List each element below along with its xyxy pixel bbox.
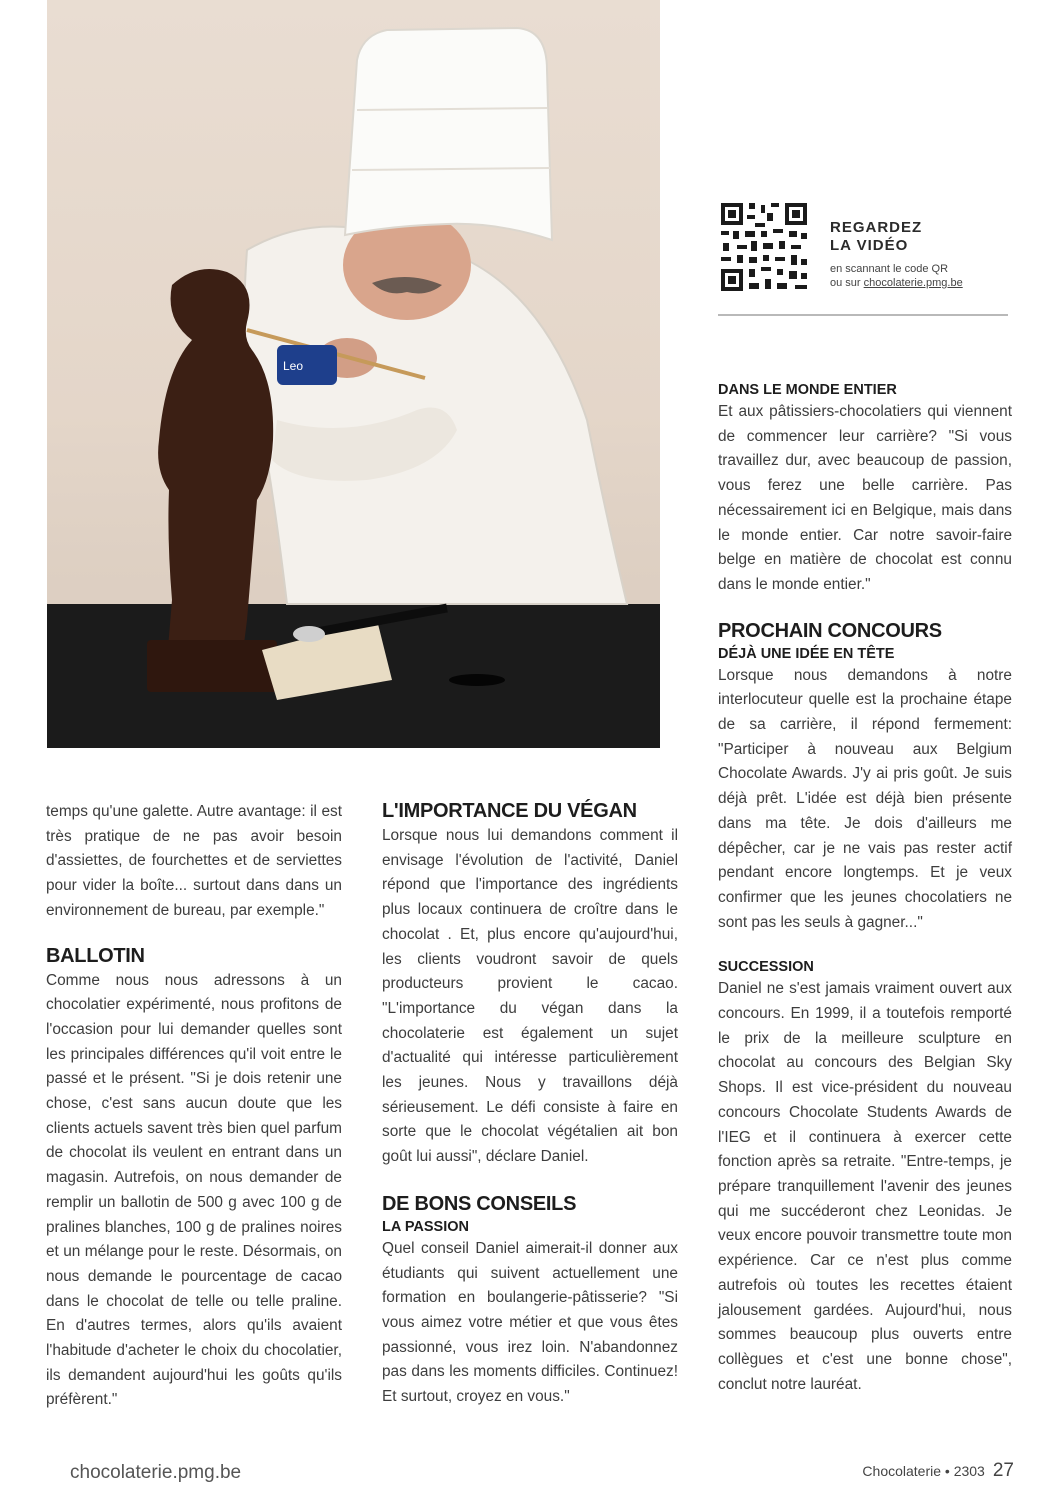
divider-rule — [718, 314, 1008, 316]
tin-label: Leo — [283, 359, 304, 373]
heading-conseils: DE BONS CONSEILS — [382, 1192, 577, 1215]
subheading-monde: DANS LE MONDE ENTIER — [718, 382, 897, 398]
col2-paragraph-1: Lorsque nous lui demandons comment il envisage l'évolution de l'activité, Daniel répond que l'importance des ingrédients plus locaux continuera de croître dans le chocolat . Et, plus encore qu'aujourd'hui, les clients voudront savoir de quels producteurs provient le cacao. "L'importance du végan dans la chocolaterie est également un sujet d'actualité qui intéresse particulièrement les jeunes. Nous y travaillons déjà sérieusement. Le défi consiste à faire en sorte que le chocolat végétalien ait bon goût lui aussi", déclare Daniel. — [382, 827, 678, 1166]
heading-vegan: L'IMPORTANCE DU VÉGAN — [382, 800, 637, 822]
footer-issue — [862, 1460, 1014, 1482]
heading-ballotin: BALLOTIN — [46, 944, 145, 967]
subheading-idee: DÉJÀ UNE IDÉE EN TÊTE — [718, 645, 895, 662]
column-1 — [46, 800, 342, 1413]
page-number: 27 — [992, 1460, 1014, 1481]
qr-sub-prefix: ou sur — [830, 277, 864, 289]
chef-photo — [47, 0, 660, 748]
qr-title-line2: LA VIDÉO — [830, 237, 909, 254]
qr-code[interactable] — [719, 201, 809, 293]
heading-concours: PROCHAIN CONCOURS — [718, 619, 942, 642]
qr-title — [830, 219, 922, 255]
qr-title-line1: REGARDEZ — [830, 219, 923, 236]
col1-paragraph-1: temps qu'une galette. Autre avantage: il est très pratique de ne pas avoir besoin d'assiettes, de fourchettes et de serviettes pour vider la boîte... surtout dans dans un environnement de bureau, par exemple." — [46, 803, 342, 919]
col1-paragraph-2: Comme nous nous adressons à un chocolatier expérimenté, nous profitons de l'occasion pour lui demander quelles sont les principales différences qu'il voit entre le passé et le présent. "Si je dois retenir une chose, c'est sans aucun doute que les clients actuels savent très bien quel parfum de chocolat ils veulent en entrant dans un magasin. Autrefois, on nous demander de remplir un ballotin de 500 g avec 100 g de pralines blanches, 100 g de pralines noires et un mélange pour le reste. Désormais, on nous demande le pourcentage de cacao dans le chocolat de telle ou telle praline. En d'autres termes, alors qu'ils avaient l'habitude d'acheter le choix du chocolatier, ils demandent aujourd'hui les goûts qu'ils préfèrent." — [46, 971, 342, 1409]
subheading-succession: SUCCESSION — [718, 959, 814, 976]
qr-subtitle — [830, 262, 963, 290]
col3-paragraph-1: Et aux pâtissiers-chocolatiers qui viennent de commencer leur carrière? "Si vous travaillez dur, avec beaucoup de passion, vous ferez une belle carrière. Pas nécessairement ici en Belgique, mais dans le monde entier. Car notre savoir-faire belge en matière de chocolat est connu dans le monde entier." — [718, 403, 1012, 593]
chef-illustration — [47, 0, 660, 748]
qr-link[interactable]: chocolaterie.pmg.be — [863, 277, 963, 289]
column-2 — [382, 798, 678, 1410]
col2-paragraph-2: Quel conseil Daniel aimerait-il donner aux étudiants qui suivent actuellement une formation en boulangerie-pâtisserie? "Si vous aimez votre métier et que vous êtes passionné, vous irez loin. N'abandonnez pas dans les moments difficiles. Continuez! Et surtout, croyez en vous." — [382, 1239, 678, 1406]
footer-site-link[interactable]: chocolaterie.pmg.be — [70, 1462, 242, 1483]
subheading-passion: LA PASSION — [382, 1218, 470, 1235]
qr-sub-line1: en scannant le code QR — [830, 263, 949, 275]
column-3 — [718, 380, 1012, 1397]
col3-paragraph-2: Lorsque nous demandons à notre interlocuteur quelle est la prochaine étape de sa carrière, il répond fermement: "Participer à nouveau aux Belgium Chocolate Awards. J'y ai pris goût. Je suis déjà prêt. L'idée est déjà bien présente dans ma tête. Je dois d'ailleurs me dépêcher, car je ne vais pas rester actif pendant encore longtemps. Et je veux confirmer que les jeunes chocolatiers ne sont pas les seuls à gagner..." — [718, 666, 1012, 931]
footer-issue-label: Chocolaterie • 2303 — [862, 1463, 985, 1479]
col3-paragraph-3: Daniel ne s'est jamais vraiment ouvert aux concours. En 1999, il a toutefois remporté le prix de la meilleure sculpture en chocolat au concours des Belgian Sky Shops. Il est vice-président du nouveau concours Chocolate Students Awards de l'IEG et il continuera à exercer cette fonction après sa retraite. "Entre-temps, je prépare tranquillement l'avenir des jeunes qui me succéderont chez Leonidas. Je veux encore pouvoir transmettre toute mon expérience. Car ce n'est plus comme autrefois où toutes les recettes étaient jalousement gardées. Aujourd'hui, nous sommes beaucoup plus ouverts entre collègues et c'est une bonne chose", conclut notre lauréat. — [718, 980, 1012, 1393]
